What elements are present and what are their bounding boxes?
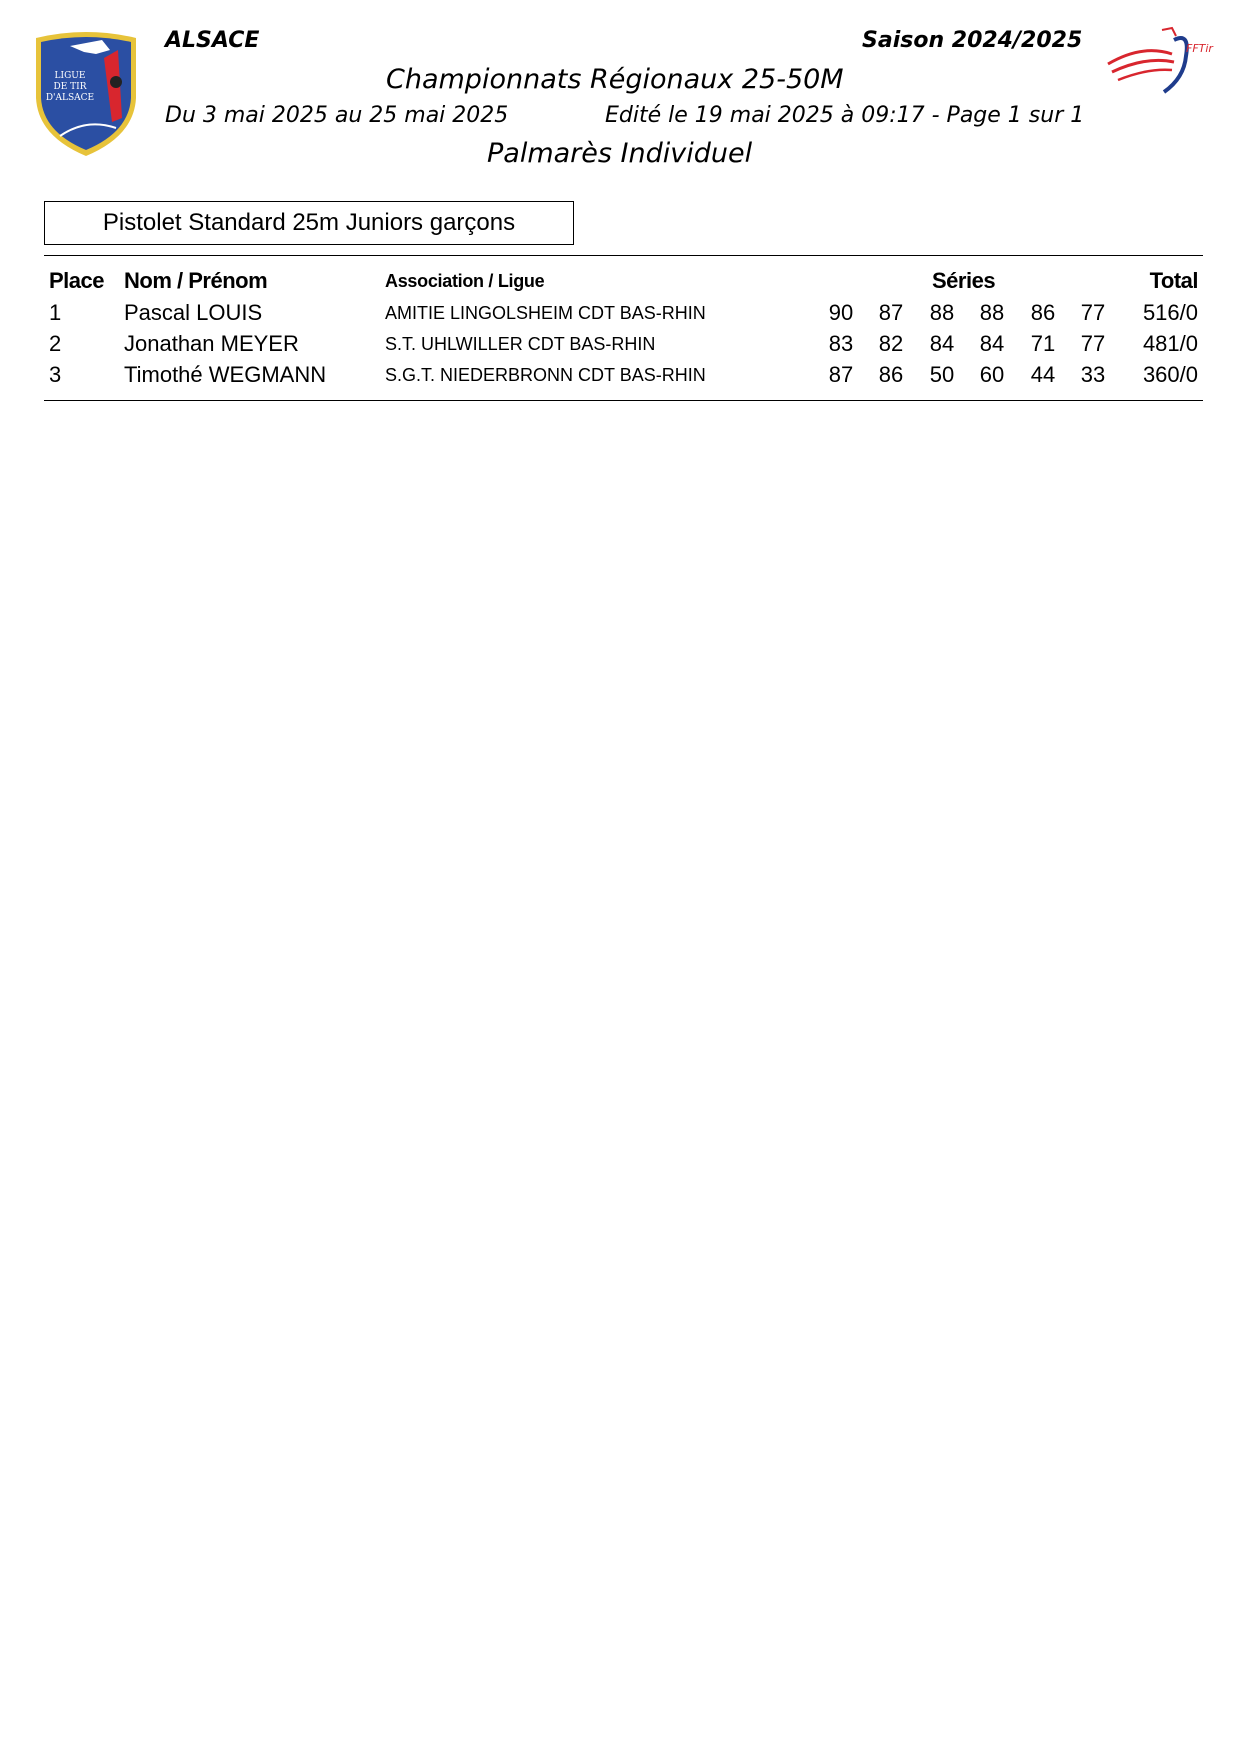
svg-text:DE TIR: DE TIR (53, 82, 87, 92)
row-association: AMITIE LINGOLSHEIM CDT BAS-RHIN (385, 303, 706, 323)
header-place: Place (49, 268, 104, 293)
ligue-alsace-logo (30, 28, 142, 160)
svg-text:D'ALSACE: D'ALSACE (45, 93, 95, 103)
fftir-logo (1102, 26, 1216, 102)
row-association: S.T. UHLWILLER CDT BAS-RHIN (385, 334, 656, 354)
row-series-score: 86 (878, 362, 904, 387)
table-top-rule (44, 255, 1203, 256)
header-association: Association / Ligue (385, 271, 545, 291)
row-series-score: 88 (929, 300, 955, 325)
row-series-score: 60 (979, 362, 1005, 387)
row-series-score: 86 (1030, 300, 1056, 325)
row-total: 360/0 (1142, 362, 1198, 387)
edition-info: Edité le 19 mai 2025 à 09:17 - Page 1 sur 1 (605, 103, 1085, 128)
season-label: Saison 2024/2025 (862, 28, 1083, 53)
row-name: Pascal LOUIS (124, 300, 263, 325)
row-place: 3 (49, 362, 62, 387)
row-series-score: 84 (979, 331, 1005, 356)
row-place: 2 (49, 331, 62, 356)
row-series-score: 82 (878, 331, 904, 356)
category-box: Pistolet Standard 25m Juniors garçons (44, 201, 574, 245)
row-association: S.G.T. NIEDERBRONN CDT BAS-RHIN (385, 365, 706, 385)
row-place: 1 (49, 300, 62, 325)
row-series-score: 44 (1030, 362, 1056, 387)
row-total: 481/0 (1142, 331, 1198, 356)
table-bottom-rule (44, 400, 1203, 401)
row-name: Jonathan MEYER (124, 331, 299, 356)
row-series-score: 84 (929, 331, 955, 356)
header-series: Séries (932, 268, 996, 293)
header-name: Nom / Prénom (124, 268, 268, 293)
championship-title: Championnats Régionaux 25-50M (386, 64, 844, 95)
region-name: ALSACE (165, 28, 260, 53)
row-series-score: 77 (1080, 331, 1106, 356)
page-subtitle: Palmarès Individuel (487, 138, 753, 169)
row-series-score: 33 (1080, 362, 1106, 387)
svg-text:FFTir: FFTir (1186, 42, 1213, 55)
row-series-score: 88 (979, 300, 1005, 325)
row-series-score: 83 (828, 331, 854, 356)
row-series-score: 90 (828, 300, 854, 325)
row-series-score: 50 (929, 362, 955, 387)
row-series-score: 87 (828, 362, 854, 387)
row-total: 516/0 (1142, 300, 1198, 325)
row-series-score: 77 (1080, 300, 1106, 325)
event-dates: Du 3 mai 2025 au 25 mai 2025 (165, 103, 509, 128)
header-total: Total (1149, 268, 1198, 293)
row-series-score: 71 (1030, 331, 1056, 356)
svg-text:LIGUE: LIGUE (54, 71, 86, 81)
row-name: Timothé WEGMANN (124, 362, 327, 387)
row-series-score: 87 (878, 300, 904, 325)
